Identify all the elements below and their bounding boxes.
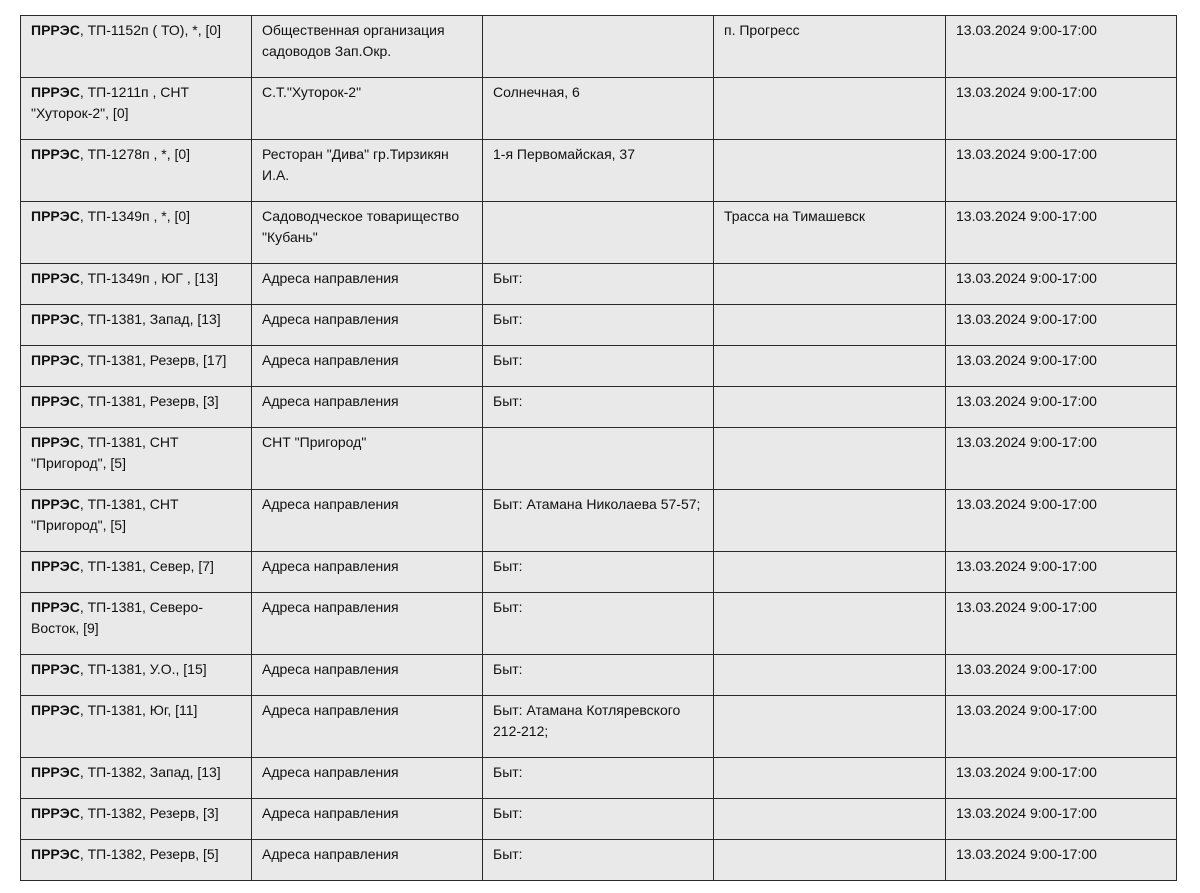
object-name: , ТП-1381, СНТ "Пригород", [5] [31, 434, 179, 471]
object-cell [21, 264, 252, 305]
object-cell [21, 305, 252, 346]
locality-cell [714, 593, 946, 655]
object-cell [21, 758, 252, 799]
time-cell: 13.03.2024 9:00-17:00 [946, 305, 1177, 346]
object-name: , ТП-1381, Резерв, [3] [79, 393, 219, 409]
consumer-cell: Адреса направления [252, 387, 483, 428]
consumer-cell: СНТ "Пригород" [252, 428, 483, 490]
locality-cell [714, 264, 946, 305]
address-cell [483, 428, 714, 490]
consumer-cell: Адреса направления [252, 799, 483, 840]
object-cell [21, 696, 252, 758]
time-cell: 13.03.2024 9:00-17:00 [946, 490, 1177, 552]
consumer-cell: Адреса направления [252, 264, 483, 305]
consumer-cell: Адреса направления [252, 346, 483, 387]
table-row [21, 346, 1177, 387]
address-cell: Быт: [483, 346, 714, 387]
address-cell: Быт: [483, 758, 714, 799]
time-cell: 13.03.2024 9:00-17:00 [946, 840, 1177, 881]
object-cell [21, 202, 252, 264]
table-row [21, 387, 1177, 428]
address-cell: Быт: [483, 655, 714, 696]
time-cell: 13.03.2024 9:00-17:00 [946, 552, 1177, 593]
org-name: ПРРЭС [31, 84, 80, 100]
address-cell: 1-я Первомайская, 37 [483, 140, 714, 202]
time-cell: 13.03.2024 9:00-17:00 [946, 78, 1177, 140]
consumer-cell: Адреса направления [252, 490, 483, 552]
object-name: , ТП-1382, Запад, [13] [79, 764, 221, 780]
address-cell: Быт: [483, 264, 714, 305]
object-cell [21, 78, 252, 140]
address-cell: Быт: [483, 799, 714, 840]
table-row [21, 840, 1177, 881]
org-name: ПРРЭС [31, 208, 80, 224]
object-name: , ТП-1152п ( ТО), *, [0] [79, 22, 222, 38]
consumer-cell: Адреса направления [252, 305, 483, 346]
time-cell: 13.03.2024 9:00-17:00 [946, 696, 1177, 758]
outage-schedule-table [20, 15, 1177, 881]
locality-cell: п. Прогресс [714, 16, 946, 78]
consumer-cell: Адреса направления [252, 696, 483, 758]
object-name: , ТП-1382, Резерв, [3] [79, 805, 219, 821]
table-row [21, 78, 1177, 140]
time-cell: 13.03.2024 9:00-17:00 [946, 593, 1177, 655]
time-cell: 13.03.2024 9:00-17:00 [946, 346, 1177, 387]
consumer-cell: Адреса направления [252, 593, 483, 655]
table-row [21, 799, 1177, 840]
address-cell: Быт: [483, 387, 714, 428]
address-cell: Быт: [483, 593, 714, 655]
object-cell [21, 799, 252, 840]
object-name: , ТП-1278п , *, [0] [79, 146, 191, 162]
org-name: ПРРЭС [31, 661, 80, 677]
object-cell [21, 346, 252, 387]
locality-cell [714, 387, 946, 428]
consumer-cell: Адреса направления [252, 840, 483, 881]
org-name: ПРРЭС [31, 846, 80, 862]
table-body [21, 16, 1177, 881]
object-name: , ТП-1381, СНТ "Пригород", [5] [31, 496, 179, 533]
address-cell: Быт: [483, 305, 714, 346]
table-row [21, 593, 1177, 655]
object-cell [21, 16, 252, 78]
object-cell [21, 840, 252, 881]
object-cell [21, 593, 252, 655]
table-row [21, 758, 1177, 799]
locality-cell [714, 305, 946, 346]
object-cell [21, 655, 252, 696]
object-cell [21, 428, 252, 490]
object-name: , ТП-1349п , *, [0] [79, 208, 191, 224]
table-row [21, 696, 1177, 758]
table-row [21, 16, 1177, 78]
object-cell [21, 387, 252, 428]
org-name: ПРРЭС [31, 764, 80, 780]
time-cell: 13.03.2024 9:00-17:00 [946, 799, 1177, 840]
org-name: ПРРЭС [31, 434, 80, 450]
org-name: ПРРЭС [31, 599, 80, 615]
address-cell: Быт: Атамана Николаева 57-57; [483, 490, 714, 552]
time-cell: 13.03.2024 9:00-17:00 [946, 428, 1177, 490]
table-row [21, 140, 1177, 202]
consumer-cell: Ресторан "Дива" гр.Тирзикян И.А. [252, 140, 483, 202]
time-cell: 13.03.2024 9:00-17:00 [946, 202, 1177, 264]
time-cell: 13.03.2024 9:00-17:00 [946, 140, 1177, 202]
org-name: ПРРЭС [31, 558, 80, 574]
locality-cell [714, 140, 946, 202]
object-name: , ТП-1382, Резерв, [5] [79, 846, 219, 862]
object-name: , ТП-1381, У.О., [15] [79, 661, 207, 677]
object-name: , ТП-1381, Резерв, [17] [79, 352, 227, 368]
address-cell [483, 16, 714, 78]
locality-cell [714, 799, 946, 840]
address-cell: Быт: [483, 552, 714, 593]
time-cell: 13.03.2024 9:00-17:00 [946, 264, 1177, 305]
address-cell: Солнечная, 6 [483, 78, 714, 140]
table-row [21, 655, 1177, 696]
time-cell: 13.03.2024 9:00-17:00 [946, 387, 1177, 428]
consumer-cell: Адреса направления [252, 552, 483, 593]
table-row [21, 202, 1177, 264]
address-cell: Быт: [483, 840, 714, 881]
table-row [21, 552, 1177, 593]
object-name: , ТП-1211п , СНТ "Хуторок-2", [0] [31, 84, 189, 121]
locality-cell [714, 428, 946, 490]
locality-cell [714, 346, 946, 387]
object-name: , ТП-1381, Запад, [13] [79, 311, 221, 327]
document-page [20, 15, 1176, 881]
locality-cell [714, 758, 946, 799]
address-cell: Быт: Атамана Котляревского 212-212; [483, 696, 714, 758]
table-row [21, 428, 1177, 490]
locality-cell [714, 696, 946, 758]
consumer-cell: Адреса направления [252, 655, 483, 696]
object-name: , ТП-1381, Северо-Восток, [9] [31, 599, 203, 636]
consumer-cell: С.Т."Хуторок-2" [252, 78, 483, 140]
org-name: ПРРЭС [31, 702, 80, 718]
locality-cell [714, 840, 946, 881]
locality-cell [714, 490, 946, 552]
consumer-cell: Садоводческое товарищество "Кубань" [252, 202, 483, 264]
table-row [21, 305, 1177, 346]
time-cell: 13.03.2024 9:00-17:00 [946, 758, 1177, 799]
locality-cell: Трасса на Тимашевск [714, 202, 946, 264]
time-cell: 13.03.2024 9:00-17:00 [946, 655, 1177, 696]
org-name: ПРРЭС [31, 352, 80, 368]
address-cell [483, 202, 714, 264]
table-row [21, 264, 1177, 305]
locality-cell [714, 552, 946, 593]
org-name: ПРРЭС [31, 146, 80, 162]
object-cell [21, 490, 252, 552]
consumer-cell: Адреса направления [252, 758, 483, 799]
org-name: ПРРЭС [31, 805, 80, 821]
org-name: ПРРЭС [31, 270, 80, 286]
object-name: , ТП-1381, Север, [7] [79, 558, 214, 574]
org-name: ПРРЭС [31, 393, 80, 409]
consumer-cell: Общественная организация садоводов Зап.Окр. [252, 16, 483, 78]
org-name: ПРРЭС [31, 22, 80, 38]
time-cell: 13.03.2024 9:00-17:00 [946, 16, 1177, 78]
locality-cell [714, 655, 946, 696]
object-cell [21, 552, 252, 593]
org-name: ПРРЭС [31, 311, 80, 327]
table-row [21, 490, 1177, 552]
object-name: , ТП-1349п , ЮГ , [13] [79, 270, 219, 286]
object-cell [21, 140, 252, 202]
object-name: , ТП-1381, Юг, [11] [79, 702, 198, 718]
locality-cell [714, 78, 946, 140]
org-name: ПРРЭС [31, 496, 80, 512]
